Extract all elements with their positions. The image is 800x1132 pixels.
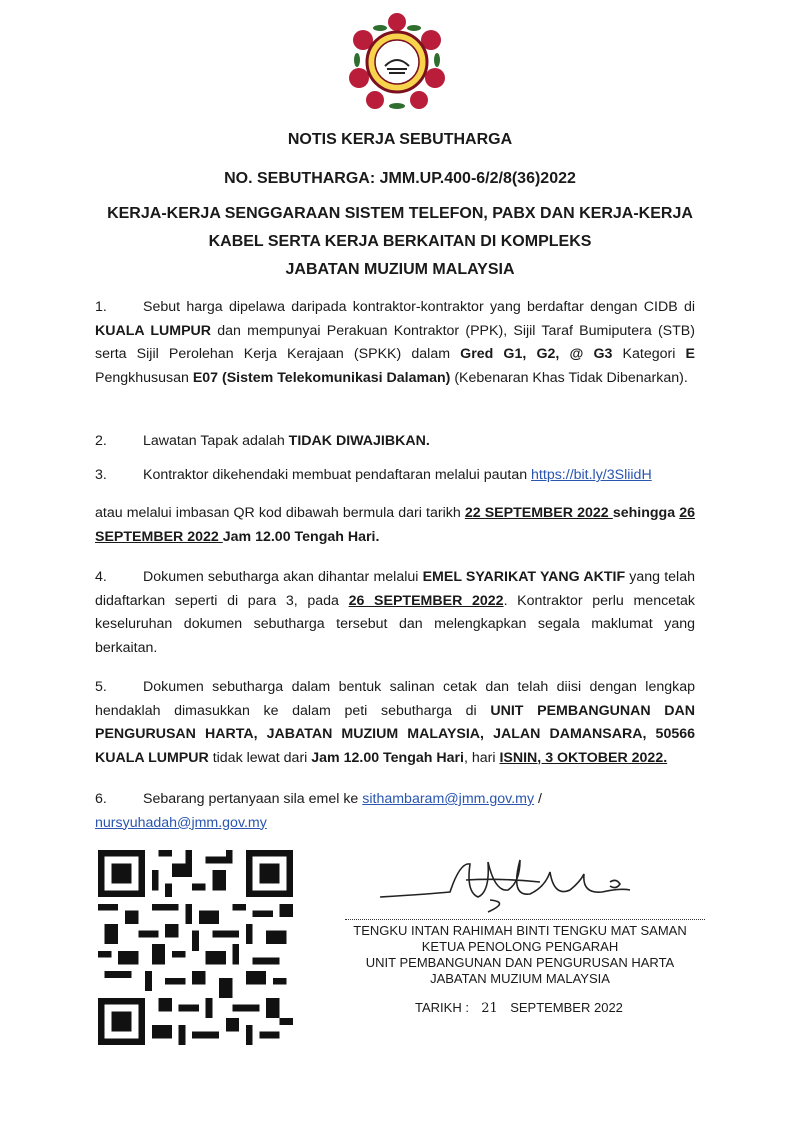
paragraph-3-continued: atau melalui imbasan QR kod dibawah bermula dari tarikh 22 SEPTEMBER 2022 sehingga 26 SEPTEMBER 2022 Jam 12.00 Tengah Hari. bbox=[95, 505, 695, 545]
signatory-position: KETUA PENOLONG PENGARAH bbox=[421, 939, 619, 954]
signature-image bbox=[370, 852, 650, 922]
email-link-1[interactable]: sithambaram@jmm.gov.my bbox=[362, 791, 535, 807]
signature-line bbox=[345, 919, 705, 920]
paragraph-number: 2. bbox=[95, 433, 107, 449]
subject-line-1: KERJA-KERJA SENGGARAAN SISTEM TELEFON, PABX DAN KERJA-KERJA bbox=[107, 205, 693, 222]
subject-line-2: KABEL SERTA KERJA BERKAITAN DI KOMPLEKS bbox=[208, 233, 592, 250]
paragraph-number: 4. bbox=[95, 569, 107, 585]
signing-date: TARIKH : 21 SEPTEMBER 2022 bbox=[415, 1000, 623, 1016]
paragraph-number: 1. bbox=[95, 299, 107, 315]
paragraph-number: 5. bbox=[95, 679, 107, 695]
paragraph-2: 2. Lawatan Tapak adalah TIDAK DIWAJIBKAN. bbox=[95, 430, 695, 454]
paragraph-5: 5. Dokumen sebutharga dalam bentuk salinan cetak dan telah diisi dengan lengkap hendaklah dimasukkan ke dalam peti sebutharga di UNIT PEMBANGUNAN DAN PENGURUSAN HARTA, JABATAN MUZIUM MALAYSIA, JALAN DAMANSARA, 50566 KUALA LUMPUR tidak lewat dari Jam 12.00 Tengah Hari, hari ISNIN, 3 OKTOBER 2022. bbox=[95, 676, 695, 770]
email-link-2[interactable]: nursyuhadah@jmm.gov.my bbox=[95, 814, 267, 831]
notice-title: NOTIS KERJA SEBUTHARGA bbox=[287, 131, 513, 148]
jabatan-muzium-logo bbox=[345, 10, 449, 112]
paragraph-3: 3. Kontraktor dikehendaki membuat pendaftaran melalui pautan https://bit.ly/3SliidH bbox=[95, 464, 695, 488]
signatory-name: TENGKU INTAN RAHIMAH BINTI TENGKU MAT SAMAN bbox=[353, 923, 687, 938]
paragraph-number: 6. bbox=[95, 791, 107, 807]
paragraph-6: 6. Sebarang pertanyaan sila emel ke sithambaram@jmm.gov.my / nursyuhadah@jmm.gov.my bbox=[95, 788, 695, 835]
qr-code[interactable] bbox=[98, 850, 293, 1045]
paragraph-1: 1. Sebut harga dipelawa daripada kontraktor-kontraktor yang berdaftar dengan CIDB di KUALA LUMPUR dan mempunyai Perakuan Kontraktor (PPK), Sijil Taraf Bumiputera (STB) serta Sijil Perolehan Kerja Kerajaan (SPKK) dalam Gred G1, G2, @ G3 Kategori E Pengkhususan E07 (Sistem Telekomunikasi Dalaman) (Kebenaran Khas Tidak Dibenarkan). bbox=[95, 296, 695, 390]
subject-line-3: JABATAN MUZIUM MALAYSIA bbox=[285, 261, 515, 278]
quotation-number: NO. SEBUTHARGA: JMM.UP.400-6/2/8(36)2022 bbox=[224, 170, 576, 187]
paragraph-4: 4. Dokumen sebutharga akan dihantar melalui EMEL SYARIKAT YANG AKTIF yang telah didaftarkan seperti di para 3, pada 26 SEPTEMBER 2022. Kontraktor perlu mencetak keseluruhan dokumen sebutharga tersebut dan melengkapkan segala maklumat yang berkaitan. bbox=[95, 566, 695, 660]
handwritten-day: 21 bbox=[481, 1001, 498, 1016]
signatory-unit: UNIT PEMBANGUNAN DAN PENGURUSAN HARTA bbox=[365, 955, 675, 970]
signatory-department: JABATAN MUZIUM MALAYSIA bbox=[430, 971, 610, 986]
registration-link[interactable]: https://bit.ly/3SliidH bbox=[531, 467, 652, 483]
paragraph-number: 3. bbox=[95, 467, 107, 483]
